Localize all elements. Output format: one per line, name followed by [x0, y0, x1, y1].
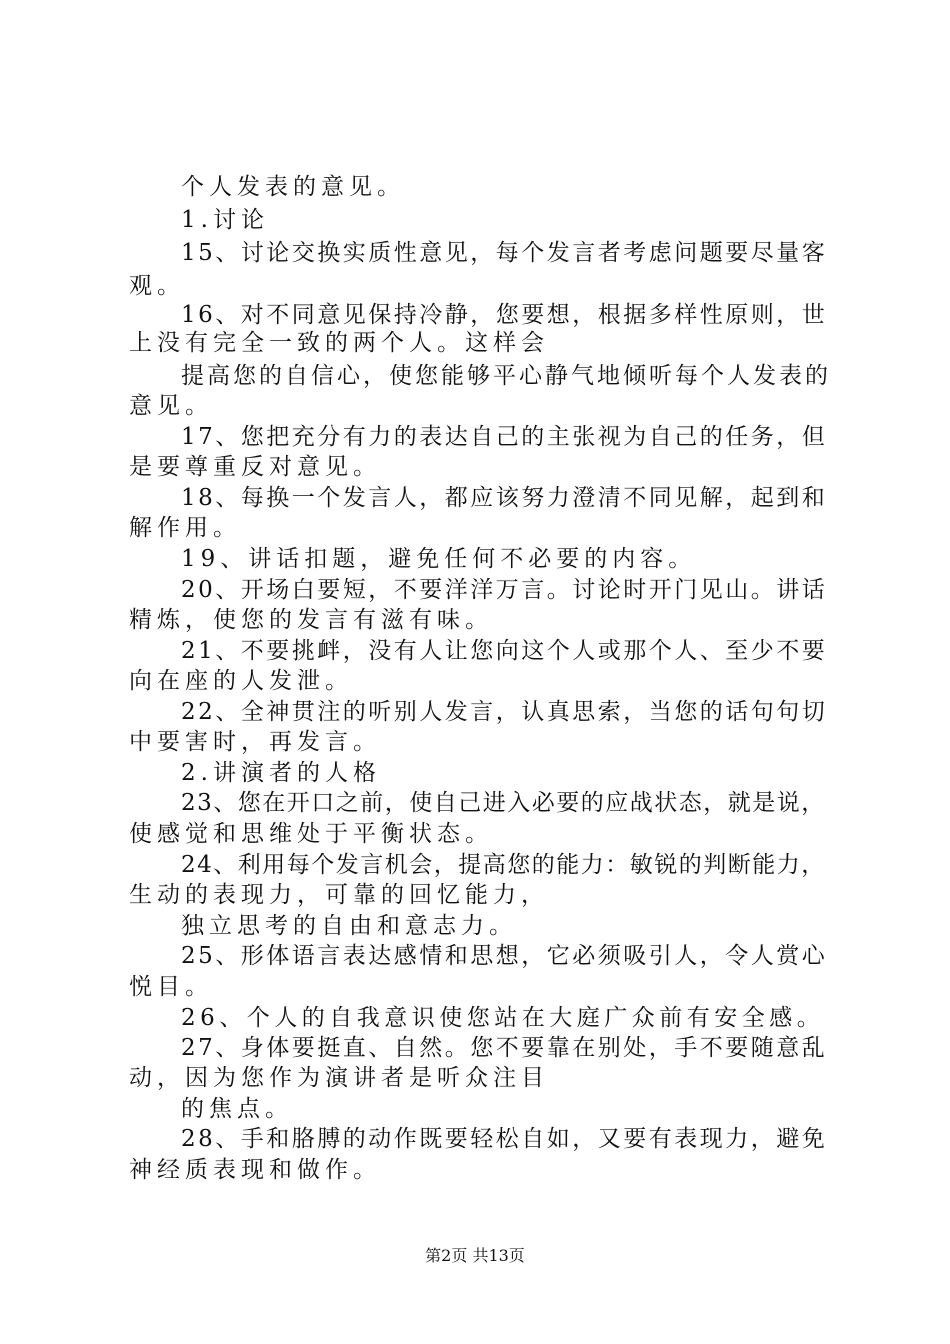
text-line: 个人发表的意见。 — [181, 174, 405, 200]
text-line: 22、全神贯注的听别人发言，认真思索，当您的话句句切 — [181, 699, 828, 725]
text-line: 提高您的自信心，使您能够平心静气地倾听每个人发表的 — [181, 363, 831, 389]
page-number-footer: 第2页 共13页 — [425, 1246, 525, 1265]
text-line: 28、手和胳膊的动作既要轻松自如，又要有表现力，避免 — [181, 1126, 828, 1152]
text-line: 的焦点。 — [181, 1096, 293, 1122]
text-line: 独立思考的自由和意志力。 — [181, 913, 517, 939]
text-line: 神经质表现和做作。 — [129, 1157, 381, 1183]
text-line: 向在座的人发泄。 — [129, 668, 353, 694]
text-line: 19、讲话扣题，避免任何不必要的内容。 — [181, 546, 697, 572]
text-line: 18、每换一个发言人，都应该努力澄清不同见解，起到和 — [181, 485, 828, 511]
text-line: 25、形体语言表达感情和思想，它必须吸引人，令人赏心 — [181, 943, 828, 969]
text-line: 27、身体要挺直、自然。您不要靠在别处，手不要随意乱 — [181, 1035, 828, 1061]
text-line: 精炼，使您的发言有滋有味。 — [129, 607, 493, 633]
text-line: 悦目。 — [129, 974, 213, 1000]
text-line: 解作用。 — [129, 515, 241, 541]
text-line: 观。 — [129, 273, 185, 299]
text-line: 20、开场白要短，不要洋洋万言。讨论时开门见山。讲话 — [181, 577, 828, 603]
section-heading: 2.讲演者的人格 — [181, 760, 381, 786]
text-line: 26、个人的自我意识使您站在大庭广众前有安全感。 — [181, 1005, 825, 1031]
text-line: 使感觉和思维处于平衡状态。 — [129, 821, 493, 847]
text-line: 意见。 — [129, 393, 213, 419]
section-heading: 1.讨论 — [181, 207, 269, 233]
text-line: 24、利用每个发言机会，提高您的能力：敏锐的判断能力， — [181, 852, 826, 878]
text-line: 生动的表现力，可靠的回忆能力， — [129, 882, 549, 908]
text-line: 15、讨论交换实质性意见，每个发言者考虑问题要尽量客 — [181, 240, 828, 266]
text-line: 17、您把充分有力的表达自己的主张视为自己的任务，但 — [181, 424, 828, 450]
text-line: 21、不要挑衅，没有人让您向这个人或那个人、至少不要 — [181, 638, 828, 664]
text-line: 动，因为您作为演讲者是听众注目 — [129, 1065, 549, 1091]
text-line: 中要害时，再发言。 — [129, 729, 381, 755]
text-line: 16、对不同意见保持冷静，您要想，根据多样性原则，世 — [181, 302, 828, 328]
text-line: 23、您在开口之前，使自己进入必要的应战状态，就是说， — [181, 790, 826, 816]
text-line: 是要尊重反对意见。 — [129, 454, 381, 480]
text-line: 上没有完全一致的两个人。这样会 — [129, 330, 549, 356]
